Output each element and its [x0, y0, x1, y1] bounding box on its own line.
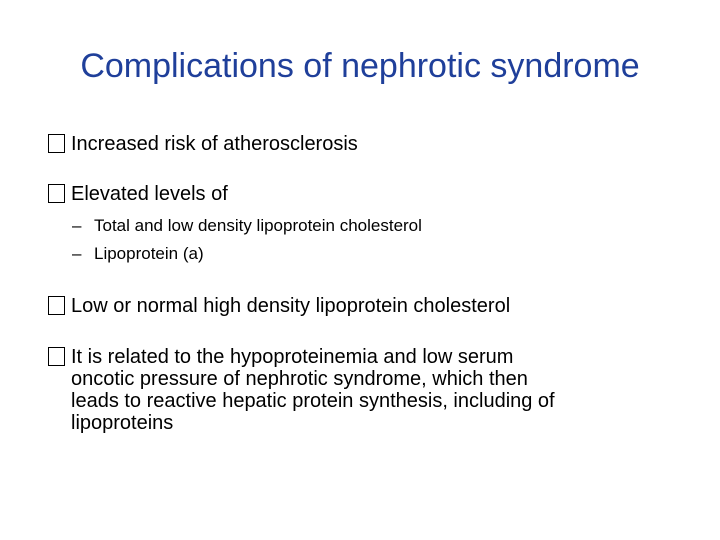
- sub-bullet-text: Total and low density lipoprotein cholesterol: [94, 216, 422, 235]
- square-bullet-icon: [48, 296, 65, 315]
- bullet-text: Low or normal high density lipoprotein cholesterol: [71, 295, 511, 317]
- square-bullet-icon: [48, 134, 65, 153]
- bullet-item: [48, 295, 688, 317]
- bullet-text: Increased risk of atherosclerosis: [71, 133, 358, 155]
- dash-marker: –: [72, 216, 82, 235]
- sub-bullet-item: [72, 215, 672, 237]
- bullet-item: [48, 183, 688, 205]
- bullet-text-line: leads to reactive hepatic protein synthesis, including of: [71, 390, 555, 412]
- bullet-item: [48, 346, 688, 434]
- square-bullet-icon: [48, 184, 65, 203]
- sub-bullet-item: [72, 243, 672, 265]
- sub-bullet-text: Lipoprotein (a): [94, 244, 204, 263]
- dash-marker: –: [72, 244, 82, 263]
- bullet-text-line: lipoproteins: [71, 412, 174, 434]
- bullet-item: [48, 133, 688, 155]
- square-bullet-icon: [48, 347, 65, 366]
- bullet-text: Elevated levels of: [71, 183, 228, 205]
- slide-title: Complications of nephrotic syndrome: [80, 47, 640, 85]
- bullet-text-line: oncotic pressure of nephrotic syndrome, which then: [71, 368, 528, 390]
- bullet-text-line: It is related to the hypoproteinemia and low serum: [71, 346, 514, 368]
